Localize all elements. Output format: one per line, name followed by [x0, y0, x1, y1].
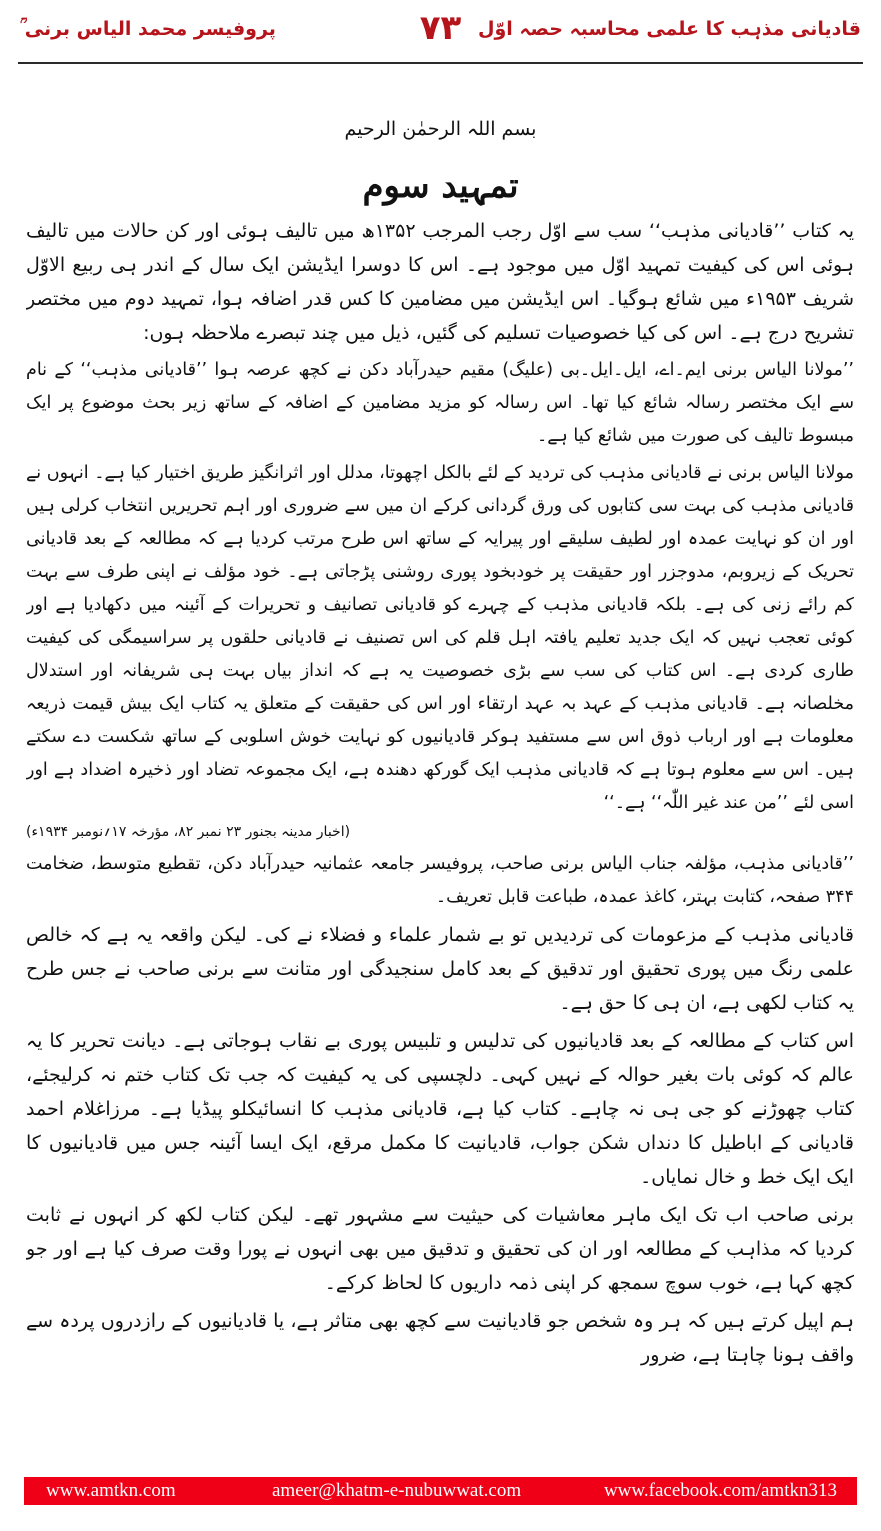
paragraph: ہم اپیل کرتے ہیں کہ ہر وہ شخص جو قادیانیت سے کچھ بھی متاثر ہے، یا قادیانیوں کے رازدروں پردہ سے واقف ہونا چاہتا ہے، ضرور — [26, 1310, 854, 1366]
page-header — [0, 0, 881, 72]
page-title: تمہید سوم — [362, 166, 519, 206]
website-link[interactable]: www.amtkn.com — [46, 1480, 176, 1501]
paragraph: قادیانی مذہب کے مزعومات کی تردیدیں تو بے شمار علماء و فضلاء نے کی۔ لیکن واقعہ یہ ہے کہ خالص علمی رنگ میں پوری تحقیق اور تدقیق کے بعد کامل سنجیدگی اور متانت سے برنی صاحب نے جس طرح یہ کتاب لکھی ہے، ان ہی کا حق ہے۔ — [26, 924, 854, 1014]
author-name: پروفیسر محمد الیاس برنی ؒ — [20, 18, 276, 40]
source-citation: (اخبار مدینہ بجنور ۲۳ نمبر ۸۲، مؤرخہ ۱۷؍نومبر ۱۹۳۴ء) — [26, 824, 351, 840]
header-divider — [18, 62, 863, 64]
bismillah: بسم اللہ الرحمٰن الرحیم — [344, 118, 537, 140]
paragraph: برنی صاحب اب تک ایک ماہر معاشیات کی حیثیت سے مشہور تھے۔ لیکن کتاب لکھ کر انہوں نے ثابت کردیا کہ مذاہب کے مطالعہ اور ان کی تحقیق و تدقیق میں بھی انہوں نے پورا وقت صرف کیا ہے اور جو کچھ کہا ہے، خوب سوچ سمجھ کر اپنی ذمہ داریوں کا لحاظ کرکے۔ — [26, 1204, 854, 1294]
book-title: قادیانی مذہب کا علمی محاسبہ حصہ اوّل — [477, 18, 861, 40]
body-text — [26, 214, 854, 1464]
review-quote: ’’قادیانی مذہب، مؤلفہ جناب الیاس برنی صاحب، پروفیسر جامعہ عثمانیہ حیدرآباد دکن، تقطیع متوسط، ضخامت ۳۴۴ صفحہ، کتابت بہتر، کاغذ عمدہ، طباعت قابل تعریف۔ — [26, 854, 854, 907]
footer-bar — [24, 1477, 857, 1505]
paragraph: یہ کتاب ’’قادیانی مذہب‘‘ سب سے اوّل رجب المرجب ۱۳۵۲ھ میں تالیف ہوئی اور کن حالات میں تالیف ہوئی اس کی کیفیت تمہید اوّل میں موجود ہے۔ اس کا دوسرا ایڈیشن ایک سال کے اندر ہی ربیع الاوّل شریف ۱۹۵۳ء میں شائع ہوگیا۔ اس ایڈیشن میں مضامین کا کس قدر اضافہ ہوا، تمہید دوم میں مختصر تشریح درج ہے۔ اس کی کیا خصوصیات تسلیم کی گئیں، ذیل میں چند تبصرے ملاحظہ ہوں: — [26, 220, 854, 344]
facebook-link[interactable]: www.facebook.com/amtkn313 — [603, 1480, 837, 1501]
page-number: ۷۳ — [419, 8, 462, 48]
email-link[interactable]: ameer@khatm-e-nubuwwat.com — [272, 1480, 522, 1501]
paragraph: اس کتاب کے مطالعہ کے بعد قادیانیوں کی تدلیس و تلبیس پوری بے نقاب ہوجاتی ہے۔ دیانت تحریر کا یہ عالم کہ کوئی بات بغیر حوالہ کے نہیں کہی۔ دلچسپی کی یہ کیفیت کہ جب تک کتاب ختم نہ کرلیجئے، کتاب چھوڑنے کو جی ہی نہ چاہے۔ کتاب کیا ہے، قادیانی مذہب کا انسائیکلو پیڈیا ہے۔ مرزاغلام احمد قادیانی کے اباطیل کا دنداں شکن جواب، قادیانیت کا مکمل مرقع، ایک ایسا آئینہ جس میں قادیانیوں کا ایک ایک خط و خال نمایاں۔ — [26, 1030, 854, 1188]
review-quote: ’’مولانا الیاس برنی ایم۔اے، ایل۔ایل۔بی (علیگ) مقیم حیدرآباد دکن نے کچھ عرصہ ہوا ’’قادیانی مذہب‘‘ کے نام سے ایک مختصر رسالہ شائع کیا تھا۔ اس رسالہ کو مزید مضامین کے اضافہ کے ساتھ زیر بحث موضوع پر ایک مبسوط تالیف کی صورت میں شائع کیا ہے۔ — [26, 360, 854, 446]
review-quote: مولانا الیاس برنی نے قادیانی مذہب کی تردید کے لئے بالکل اچھوتا، مدلل اور اثرانگیز طریق اختیار کیا ہے۔ انہوں نے قادیانی مذہب کی بہت سی کتابوں کی ورق گردانی کرکے ان میں سے ضروری اور اہم تحریریں انتخاب کرلی ہیں اور ان کو نہایت عمدہ اور لطیف سلیقے اور پیرایہ کے ساتھ اس طرح مرتب کردیا ہے کہ مطالعہ کے بعد قادیانی تحریک کے زیروبم، مدوجزر اور حقیقت پر خودبخود پوری روشنی پڑجاتی ہے۔ خود مؤلف نے اپنی طرف سے بہت کم رائے زنی کی ہے۔ بلکہ قادیانی مذہب کے چہرے کو قادیانی تصانیف و تحریرات کے آئینہ میں دکھادیا ہے اور کوئی تعجب نہیں کہ ایک جدید تعلیم یافتہ اہل قلم کی اس تصنیف نے قادیانی حلقوں پر سراسیمگی کی کیفیت طاری کردی ہے۔ اس کتاب کی سب سے بڑی خصوصیت یہ ہے کہ انداز بیاں بہت ہی شریفانہ اور استدلال مخلصانہ ہے۔ قادیانی مذہب کے عہد بہ عہد ارتقاء اور اس کی حقیقت کے متعلق یہ کتاب ایک بیش قیمت ذریعہ معلومات ہے اور ارباب ذوق اس سے مستفید ہوکر قادیانیوں کو نہایت خوش اسلوبی کے ساتھ شکست دے سکتے ہیں۔ اس سے معلوم ہوتا ہے کہ قادیانی مذہب ایک گورکھ دھندہ ہے، ایک مجموعہ تضاد اور ذخیرہ اضداد ہے اور اسی لئے ’’من عند غیر اللّٰہ‘‘ ہے۔‘‘ — [26, 463, 854, 813]
